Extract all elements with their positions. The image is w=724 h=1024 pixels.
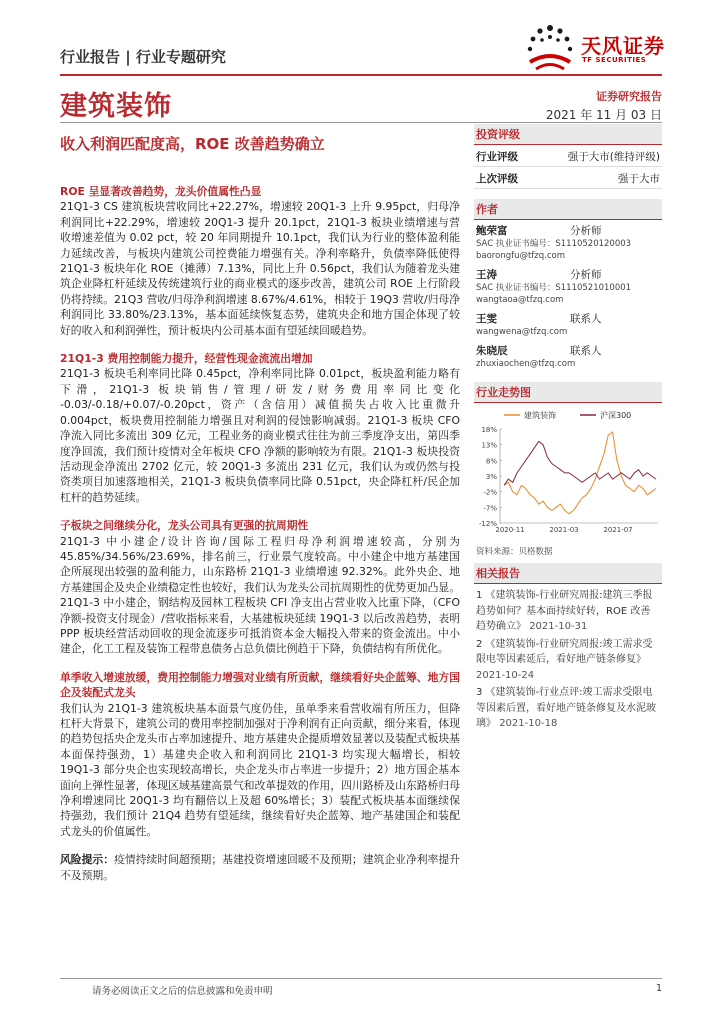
paragraph-lead: 21Q1-3 费用控制能力提升，经营性现金流流出增加 [60, 352, 313, 366]
paragraph-lead: ROE 呈显著改善趋势，龙头价值属性凸显 [60, 185, 262, 198]
paragraph-cost [60, 351, 460, 505]
legend-label: 沪深300 [600, 411, 632, 420]
report-title: 收入利润匹配度高，ROE 改善趋势确立 [60, 135, 325, 153]
series-line-1 [504, 442, 656, 486]
paragraph-text: 疫情持续时间超预期；基建投资增速回暖不及预期；建筑企业净利率提升不及预期。 [60, 853, 461, 882]
related-report-date: 2021-10-18 [499, 718, 558, 729]
footer-disclaimer: 请务必阅读正文之后的信息披露和免责申明 [92, 986, 273, 997]
rating-heading: 投资评级 [474, 124, 662, 145]
authors-heading: 作者 [474, 199, 662, 220]
author-role: 联系人 [570, 313, 602, 325]
x-tick-label: 2021-03 [549, 526, 579, 534]
x-tick-label: 2020-11 [495, 526, 525, 534]
rating-key: 上次评级 [476, 173, 518, 185]
sidebar [474, 124, 662, 738]
chart-source: 资料来源：贝格数据 [476, 547, 553, 557]
author-email[interactable]: wangtaoa@tfzq.com [476, 295, 564, 305]
author-role: 分析师 [570, 225, 602, 237]
author-email[interactable]: baorongfu@tfzq.com [476, 251, 566, 261]
related-heading: 相关报告 [474, 563, 662, 584]
footer-divider [60, 978, 662, 979]
related-reports [474, 584, 662, 738]
author-role: 联系人 [570, 345, 602, 357]
x-tick-label: 2021-07 [603, 526, 633, 534]
top-divider [60, 74, 662, 76]
page-number: 1 [655, 983, 662, 994]
trend-chart-svg [474, 405, 662, 537]
y-tick-label: -2% [483, 488, 497, 497]
related-report-link[interactable]: 1 《建筑装饰-行业研究周报:建筑三季报趋势如何？基本面持续好转，ROE 改善趋势确立》 2021-10-31 [476, 590, 653, 632]
related-report-date: 2021-10-24 [476, 669, 535, 681]
author-sac: SAC 执业证书编号：S1110521010001 [476, 283, 632, 293]
series-line-0 [504, 432, 656, 513]
legend-label: 建筑装饰 [524, 411, 556, 420]
paragraph-text: 21Q1-3 中小建企/设计咨询/国际工程归母净利润增速较高，分别为 45.85%/34.56%/23.69%，排名前三，行业景气度较高。中小建企中地方基建国企所展现出较强的盈利能力，山东路桥 21Q1-3 业绩增速 92.32%。此外央企、地方基建国企及央企业绩稳定性也较好，我们认为龙头公司抗周期性的优势更加凸显。21Q1-3 中小建企，钢结构及园林工程板块 CFI 净支出占营业收入比重下降，（CFO 净额-投资支付现金）/营收指标来看，大基建板块延续 19Q1-3 以后改善趋势，表明 PPP 板块经营活动回收的现金流逐步可抵消资本金大幅投入带来的资金流出。中小建企，化工工程及装饰工程带息债务占总负债比例趋于下降，负债结构有所优化。 [60, 534, 460, 656]
paragraph-outlook [60, 670, 460, 839]
author-email[interactable]: zhuxiaochen@tfzq.com [476, 359, 576, 369]
rating-row [474, 145, 662, 167]
trend-chart [474, 403, 662, 543]
related-report-date: 2021-10-31 [529, 621, 588, 632]
y-tick-label: 18% [481, 426, 497, 434]
author-email[interactable]: wangwena@tfzq.com [476, 327, 568, 337]
y-tick-label: 13% [481, 441, 497, 450]
author-name: 王雯 [476, 313, 497, 325]
author-entry [474, 220, 662, 264]
logo-mark-icon [524, 22, 576, 74]
logo-text-cn: 天风证券 [581, 34, 665, 58]
paragraph-risk [60, 852, 460, 883]
industry-name: 建筑装饰 [60, 91, 172, 122]
trend-heading: 行业走势图 [474, 382, 662, 403]
author-name: 王涛 [476, 269, 497, 281]
related-report-link[interactable]: 2 《建筑装饰-行业研究周报:竣工需求受限电等因素延后，看好地产链条修复》 2021-10-24 [476, 638, 653, 681]
logo-text-en: TF SECURITIES [582, 56, 647, 64]
rating-key: 行业评级 [476, 151, 518, 163]
report-date: 2021 年 11 月 03 日 [545, 108, 662, 122]
title-divider [60, 122, 662, 123]
author-name: 鲍荣富 [476, 225, 508, 237]
y-tick-label: -12% [478, 520, 497, 528]
author-entry [474, 264, 662, 308]
y-tick-label: -7% [483, 504, 497, 513]
paragraph-text: 21Q1-3 CS 建筑板块营收同比+22.27%，增速较 20Q1-3 上升 9.95pct，归母净利润同比+22.29%，增速较 20Q1-3 提升 20.1pct，21Q1-3 板块业绩增速与营收增速差值为 0.02 pct，较 20 年同期提升 10.1pct，我们认为行业的整体盈利能力延续改善，与板块内建筑公司控费能力增强有关。净利率略升，负债率降低使得 21Q1-3 板块年化 ROE（摊薄）7.13%，同比上升 0.56pct，我们认为随着龙头建筑企业降杠杆延续及传统建筑行业的商业模式的逐步改善，建筑公司 ROE 上行阶段仍将持续。21Q3 营收/归母净利润增速 8.67%/4.61%，相较于 19Q3 营收/归母净利润同比 33.80%/23.13%，基本面延续恢复态势，建筑央企和地方国企体现了较好的收入和利润弹性，预计板块内公司基本面有望延续回暖趋势。 [60, 200, 460, 337]
main-body [60, 184, 460, 896]
paragraph-roe [60, 184, 460, 338]
paragraph-lead: 风险提示： [60, 853, 115, 867]
paragraph-lead: 单季收入增速放缓，费用控制能力增强对业绩有所贡献，继续看好央企蓝筹、地方国企及装配式龙头 [60, 670, 460, 700]
y-tick-label: 3% [485, 473, 497, 481]
author-name: 朱晓辰 [476, 345, 508, 357]
report-label: 证券研究报告 [596, 90, 662, 103]
report-type: 行业报告 | 行业专题研究 [60, 48, 226, 66]
paragraph-lead: 子板块之间继续分化，龙头公司具有更强的抗周期性 [60, 519, 309, 533]
rating-row [474, 167, 662, 189]
rating-value: 强于大市(维持评级) [567, 151, 660, 163]
paragraph-subsector [60, 518, 460, 657]
author-sac: SAC 执业证书编号：S1110520120003 [476, 239, 632, 249]
author-entry [474, 340, 662, 372]
company-logo [524, 22, 674, 74]
author-role: 分析师 [570, 269, 602, 281]
rating-value: 强于大市 [618, 173, 660, 185]
related-report-link[interactable]: 3 《建筑装饰-行业点评:竣工需求受限电等因素后置，看好地产链条修复及水泥玻璃》 2021-10-18 [476, 687, 656, 729]
author-entry [474, 308, 662, 340]
paragraph-text: 21Q1-3 板块毛利率同比降 0.45pct，净利率同比降 0.01pct，板块盈利能力略有下滑，21Q1-3 板块销售/管理/研发/财务费用率同比变化 -0.03/-0.18/+0.07/-0.20pct，资产（含信用）减值损失占收入比重微升 0.004pct，板块费用控制能力增强且对利润的侵蚀影响减弱。21Q1-3 板块 CFO 净流入同比多流出 309 亿元，工程业务的商业模式往往为前三季度净支出，第四季度净回流，我们预计疫情对全年板块 CFO 净额的影响较为有限。21Q1-3 板块投资活动现金净流出 2702 亿元，较 20Q1-3 多流出 231 亿元，我们认为或仍然与投资类项目加速落地相关，21Q1-3 板块负债率同比降 0.51pct，央企降杠杆/民企加杠杆的趋势延续。 [60, 367, 460, 504]
y-tick-label: 8% [485, 457, 497, 466]
paragraph-text: 我们认为 21Q1-3 建筑板块基本面景气度仍佳，虽单季来看营收端有所压力，但降杠杆大背景下，建筑公司的费用率控制加强对于净利润有正向贡献，细分来看，体现的趋势包括央企龙头市占率加速提升、地方基建央企提质增效显著以及装配式板块基本面保持强劲，1）基建央企收入和利润同比 21Q1-3 均实现大幅增长，相较 19Q1-3 部分央企也实现较高增长，央企龙头市占率进一步提升；2）地方国企基本面向上弹性显著，体现区域基建高景气和改革提效的作用，四川路桥及山东路桥归母净利增速同比 20Q1-3 均有翻倍以上及超 60%增长；3）装配式板块基本面继续保持强劲，我们预计 21Q4 趋势有望延续，继续看好央企蓝筹、地产基建国企和装配式龙头的价值属性。 [60, 701, 460, 838]
